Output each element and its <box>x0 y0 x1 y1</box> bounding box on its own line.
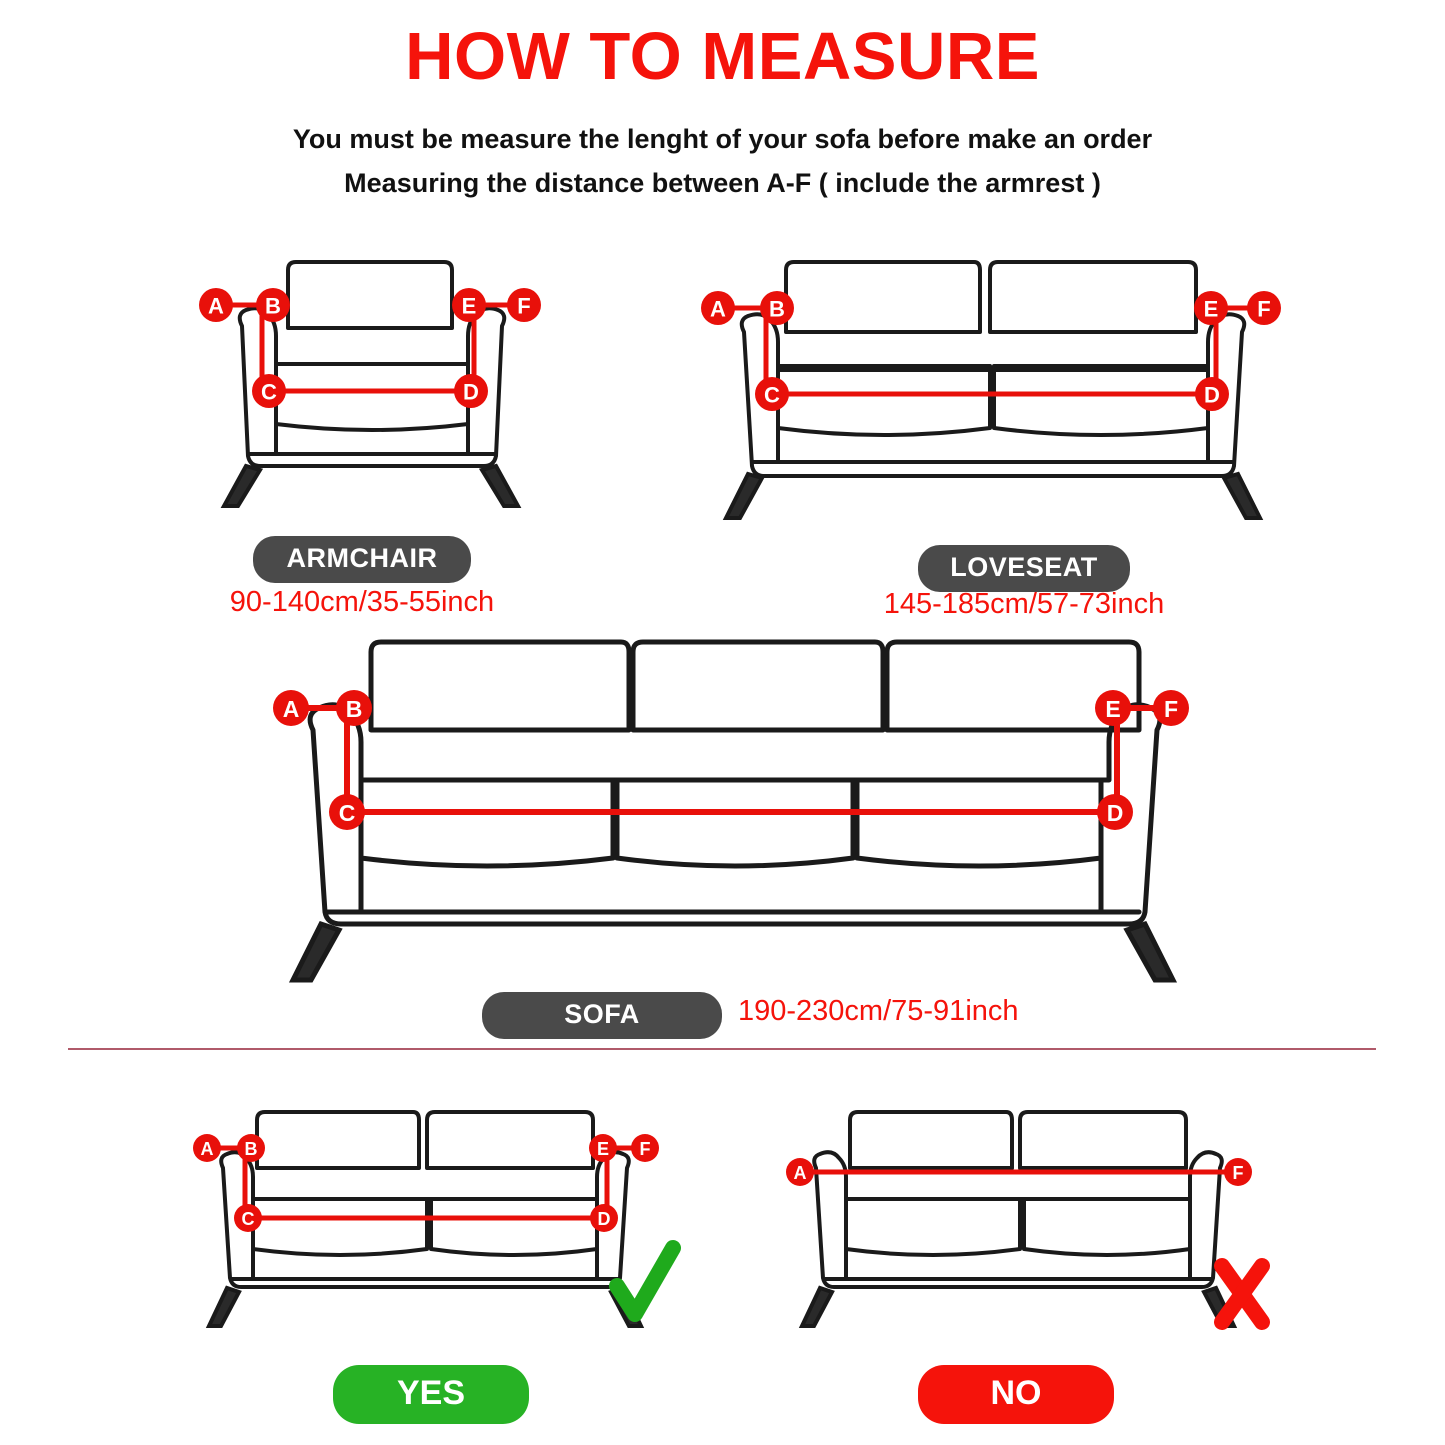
armchair-diagram <box>180 240 560 530</box>
marker-d-label: D <box>463 379 479 405</box>
marker-a-label: A <box>208 293 224 319</box>
cross-icon <box>1222 1266 1262 1322</box>
marker-f-label: F <box>1257 296 1271 322</box>
sofa-dimension: 190-230cm/75-91inch <box>738 995 1019 1027</box>
marker-c-label: C <box>338 800 356 826</box>
marker-a-label: A <box>200 1139 214 1159</box>
marker-f-label: F <box>1163 696 1179 722</box>
loveseat-dimension: 145-185cm/57-73inch <box>883 588 1165 620</box>
subtitle-line-1: You must be measure the lenght of your sofa before make an order <box>292 124 1153 154</box>
marker-c-label: C <box>261 379 277 405</box>
section-divider <box>68 1048 1376 1050</box>
marker-f-label: F <box>639 1139 651 1159</box>
page-title: HOW TO MEASURE <box>405 19 1040 94</box>
marker-b-label: B <box>769 296 785 322</box>
marker-b-label: B <box>345 696 363 722</box>
marker-a-label: A <box>710 296 726 322</box>
armchair-dimension: 90-140cm/35-55inch <box>229 586 495 618</box>
marker-b-label: B <box>244 1139 258 1159</box>
correct-example-diagram <box>185 1090 685 1330</box>
marker-c-label: C <box>241 1209 255 1229</box>
sofa-diagram <box>255 628 1215 998</box>
marker-a-label: A <box>793 1163 807 1183</box>
marker-d-label: D <box>1106 800 1124 826</box>
marker-a-label: A <box>282 696 300 722</box>
incorrect-example-diagram <box>778 1090 1278 1330</box>
no-label: NO <box>918 1365 1114 1424</box>
armchair-label: ARMCHAIR <box>253 536 471 583</box>
yes-label: YES <box>333 1365 529 1424</box>
marker-e-label: E <box>596 1139 610 1159</box>
marker-f-label: F <box>1232 1163 1244 1183</box>
marker-d-label: D <box>1204 382 1220 408</box>
sofa-label: SOFA <box>482 992 722 1039</box>
marker-b-label: B <box>265 293 281 319</box>
subtitle-line-2: Measuring the distance between A-F ( include the armrest ) <box>344 168 1101 198</box>
marker-e-label: E <box>1105 696 1121 722</box>
marker-e-label: E <box>461 293 477 319</box>
marker-e-label: E <box>1203 296 1219 322</box>
marker-c-label: C <box>764 382 780 408</box>
marker-f-label: F <box>517 293 531 319</box>
marker-d-label: D <box>597 1209 611 1229</box>
loveseat-diagram <box>690 240 1300 530</box>
loveseat-label: LOVESEAT <box>918 545 1130 592</box>
check-icon <box>617 1248 673 1314</box>
